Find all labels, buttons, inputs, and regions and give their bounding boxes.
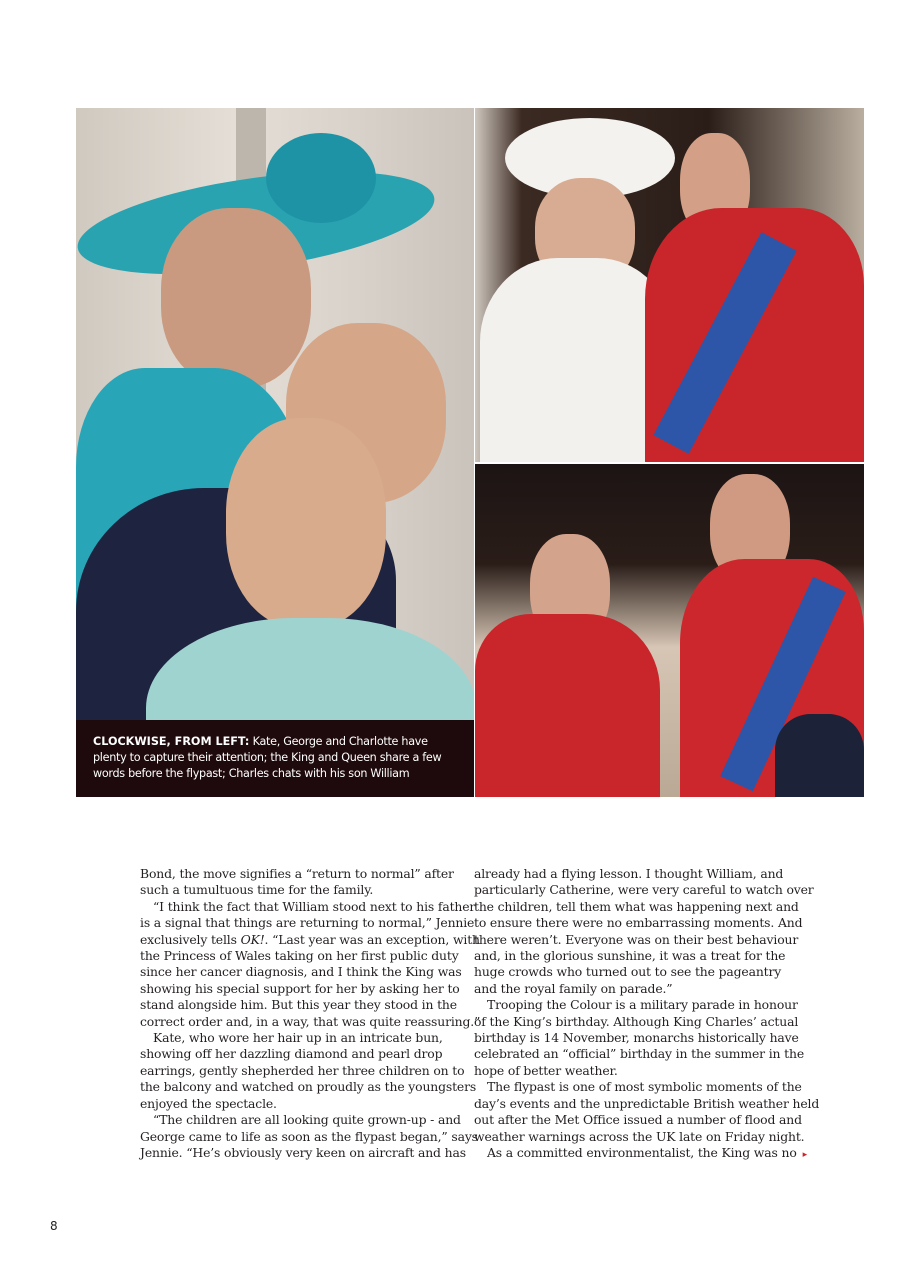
text-line-content: stand alongside him. But this year they stood in the	[140, 997, 457, 1013]
text-line	[140, 981, 460, 997]
article-column-1	[140, 866, 481, 1161]
text-line-content: particularly Catherine, were very careful to watch over	[474, 882, 814, 898]
text-line-content: correct order and, in a way, that was quite reassuring.”	[140, 1013, 481, 1029]
text-line-content: Kate, who wore her hair up in an intricate bun,	[153, 1030, 443, 1046]
text-line-content: Bond, the move signifies a “return to normal” after	[140, 866, 454, 881]
charles-uniform	[475, 614, 660, 797]
text-line	[140, 1062, 465, 1079]
text-line-content: Trooping the Colour is a military parade in honour	[487, 997, 798, 1013]
text-line	[140, 1096, 460, 1112]
text-line	[140, 1144, 466, 1161]
text-line	[474, 1144, 808, 1163]
text-line	[474, 899, 799, 915]
caption-label: CLOCKWISE, FROM LEFT:	[93, 735, 250, 748]
text-line	[140, 1112, 460, 1128]
text-line	[140, 915, 475, 931]
text-line-content: is a signal that things are returning to normal,” Jennie	[140, 915, 475, 931]
text-line-content: enjoyed the spectacle.	[140, 1095, 277, 1111]
text-line-content: hope of better weather.	[474, 1062, 618, 1078]
text-line	[474, 981, 799, 997]
text-line	[474, 1112, 802, 1128]
text-line	[474, 1063, 799, 1079]
text-line-content: the balcony and watched on proudly as the youngsters	[140, 1079, 477, 1095]
photo-caption	[76, 720, 474, 797]
text-line-content: showing off her dazzling diamond and pearl drop	[140, 1046, 443, 1062]
text-line	[474, 1014, 799, 1030]
text-line	[474, 997, 799, 1013]
text-line-content: day’s events and the unpredictable British weather held	[474, 1095, 820, 1111]
text-line	[474, 882, 814, 898]
text-line-content: earrings, gently shepherded her three children on to	[140, 1062, 465, 1078]
text-line	[140, 1128, 478, 1145]
text-line	[474, 1128, 805, 1145]
text-line-content: weather warnings across the UK late on Friday night.	[474, 1128, 805, 1144]
text-line	[474, 915, 803, 931]
text-line	[474, 866, 799, 882]
text-line-content: the Princess of Wales taking on her first public duty	[140, 948, 459, 964]
text-line	[140, 997, 460, 1013]
text-line	[140, 931, 480, 948]
photo-kate-george-charlotte	[76, 108, 474, 797]
text-line-content: George came to life as soon as the flypast began,” says	[140, 1128, 478, 1144]
text-line-content: huge crowds who turned out to see the pageantry	[474, 964, 782, 980]
text-line	[140, 1013, 481, 1030]
text-line-content: “I think the fact that William stood next to his father	[153, 898, 476, 914]
article-column-2	[474, 866, 820, 1163]
text-line	[474, 1095, 820, 1112]
hat-flower	[266, 133, 376, 223]
continue-arrow-icon: ▸	[802, 1149, 808, 1160]
child-jacket	[775, 714, 864, 797]
text-line-content: since her cancer diagnosis, and I think the King was	[140, 964, 462, 980]
text-line-content: of the King’s birthday. Although King Charles’ actual	[474, 1013, 799, 1029]
text-line-content: celebrated an “official” birthday in the summer in the	[474, 1046, 805, 1062]
text-line-content: there weren’t. Everyone was on their best behaviour	[474, 931, 799, 947]
text-line	[140, 898, 476, 915]
text-line	[474, 1079, 802, 1095]
text-line-content: Jennie. “He’s obviously very keen on aircraft and has	[140, 1144, 466, 1160]
text-line-content: already had a flying lesson. I thought William, and	[474, 866, 784, 881]
text-line	[474, 932, 799, 948]
text-line	[474, 1030, 799, 1046]
text-line	[140, 1046, 460, 1062]
text-line-content: such a tumultuous time for the family.	[140, 882, 374, 898]
text-line-content: showing his special support for her by asking her to	[140, 980, 460, 996]
text-line-content: birthday is 14 November, monarchs historically have	[474, 1030, 799, 1046]
text-line	[140, 948, 460, 964]
text-line	[140, 866, 460, 882]
text-line	[474, 964, 799, 980]
text-line	[474, 1046, 805, 1062]
text-line-content: As a committed environmentalist, the King was no	[487, 1144, 797, 1160]
charlotte-face	[226, 418, 386, 628]
page-number: 8	[50, 1219, 58, 1233]
photo-charles-and-william	[475, 464, 864, 797]
text-line	[140, 1079, 477, 1095]
text-line-content: to ensure there were no embarrassing moments. And	[474, 915, 803, 931]
text-line	[140, 882, 460, 898]
text-line-content: and, in the glorious sunshine, it was a treat for the	[474, 948, 786, 964]
text-line-content: “The children are all looking quite grown-up - and	[153, 1112, 461, 1128]
caption-text: Kate, George and Charlotte have plenty to capture their attention; the King and Queen share a few words before the flypast; Charles chats with his son William	[93, 735, 442, 780]
text-line-content: and the royal family on parade.”	[474, 980, 673, 996]
text-line-content: The flypast is one of most symbolic moments of the	[487, 1079, 802, 1095]
kate-face	[161, 208, 311, 388]
text-line-content: out after the Met Office issued a number of flood and	[474, 1112, 802, 1128]
text-line-content: the children, tell them what was happening next and	[474, 898, 799, 914]
text-line	[474, 948, 799, 964]
text-line-content: exclusively tells OK!. “Last year was an exception, with	[140, 931, 480, 947]
text-line	[140, 964, 460, 980]
text-line	[140, 1030, 460, 1046]
photo-king-and-queen	[475, 108, 864, 462]
